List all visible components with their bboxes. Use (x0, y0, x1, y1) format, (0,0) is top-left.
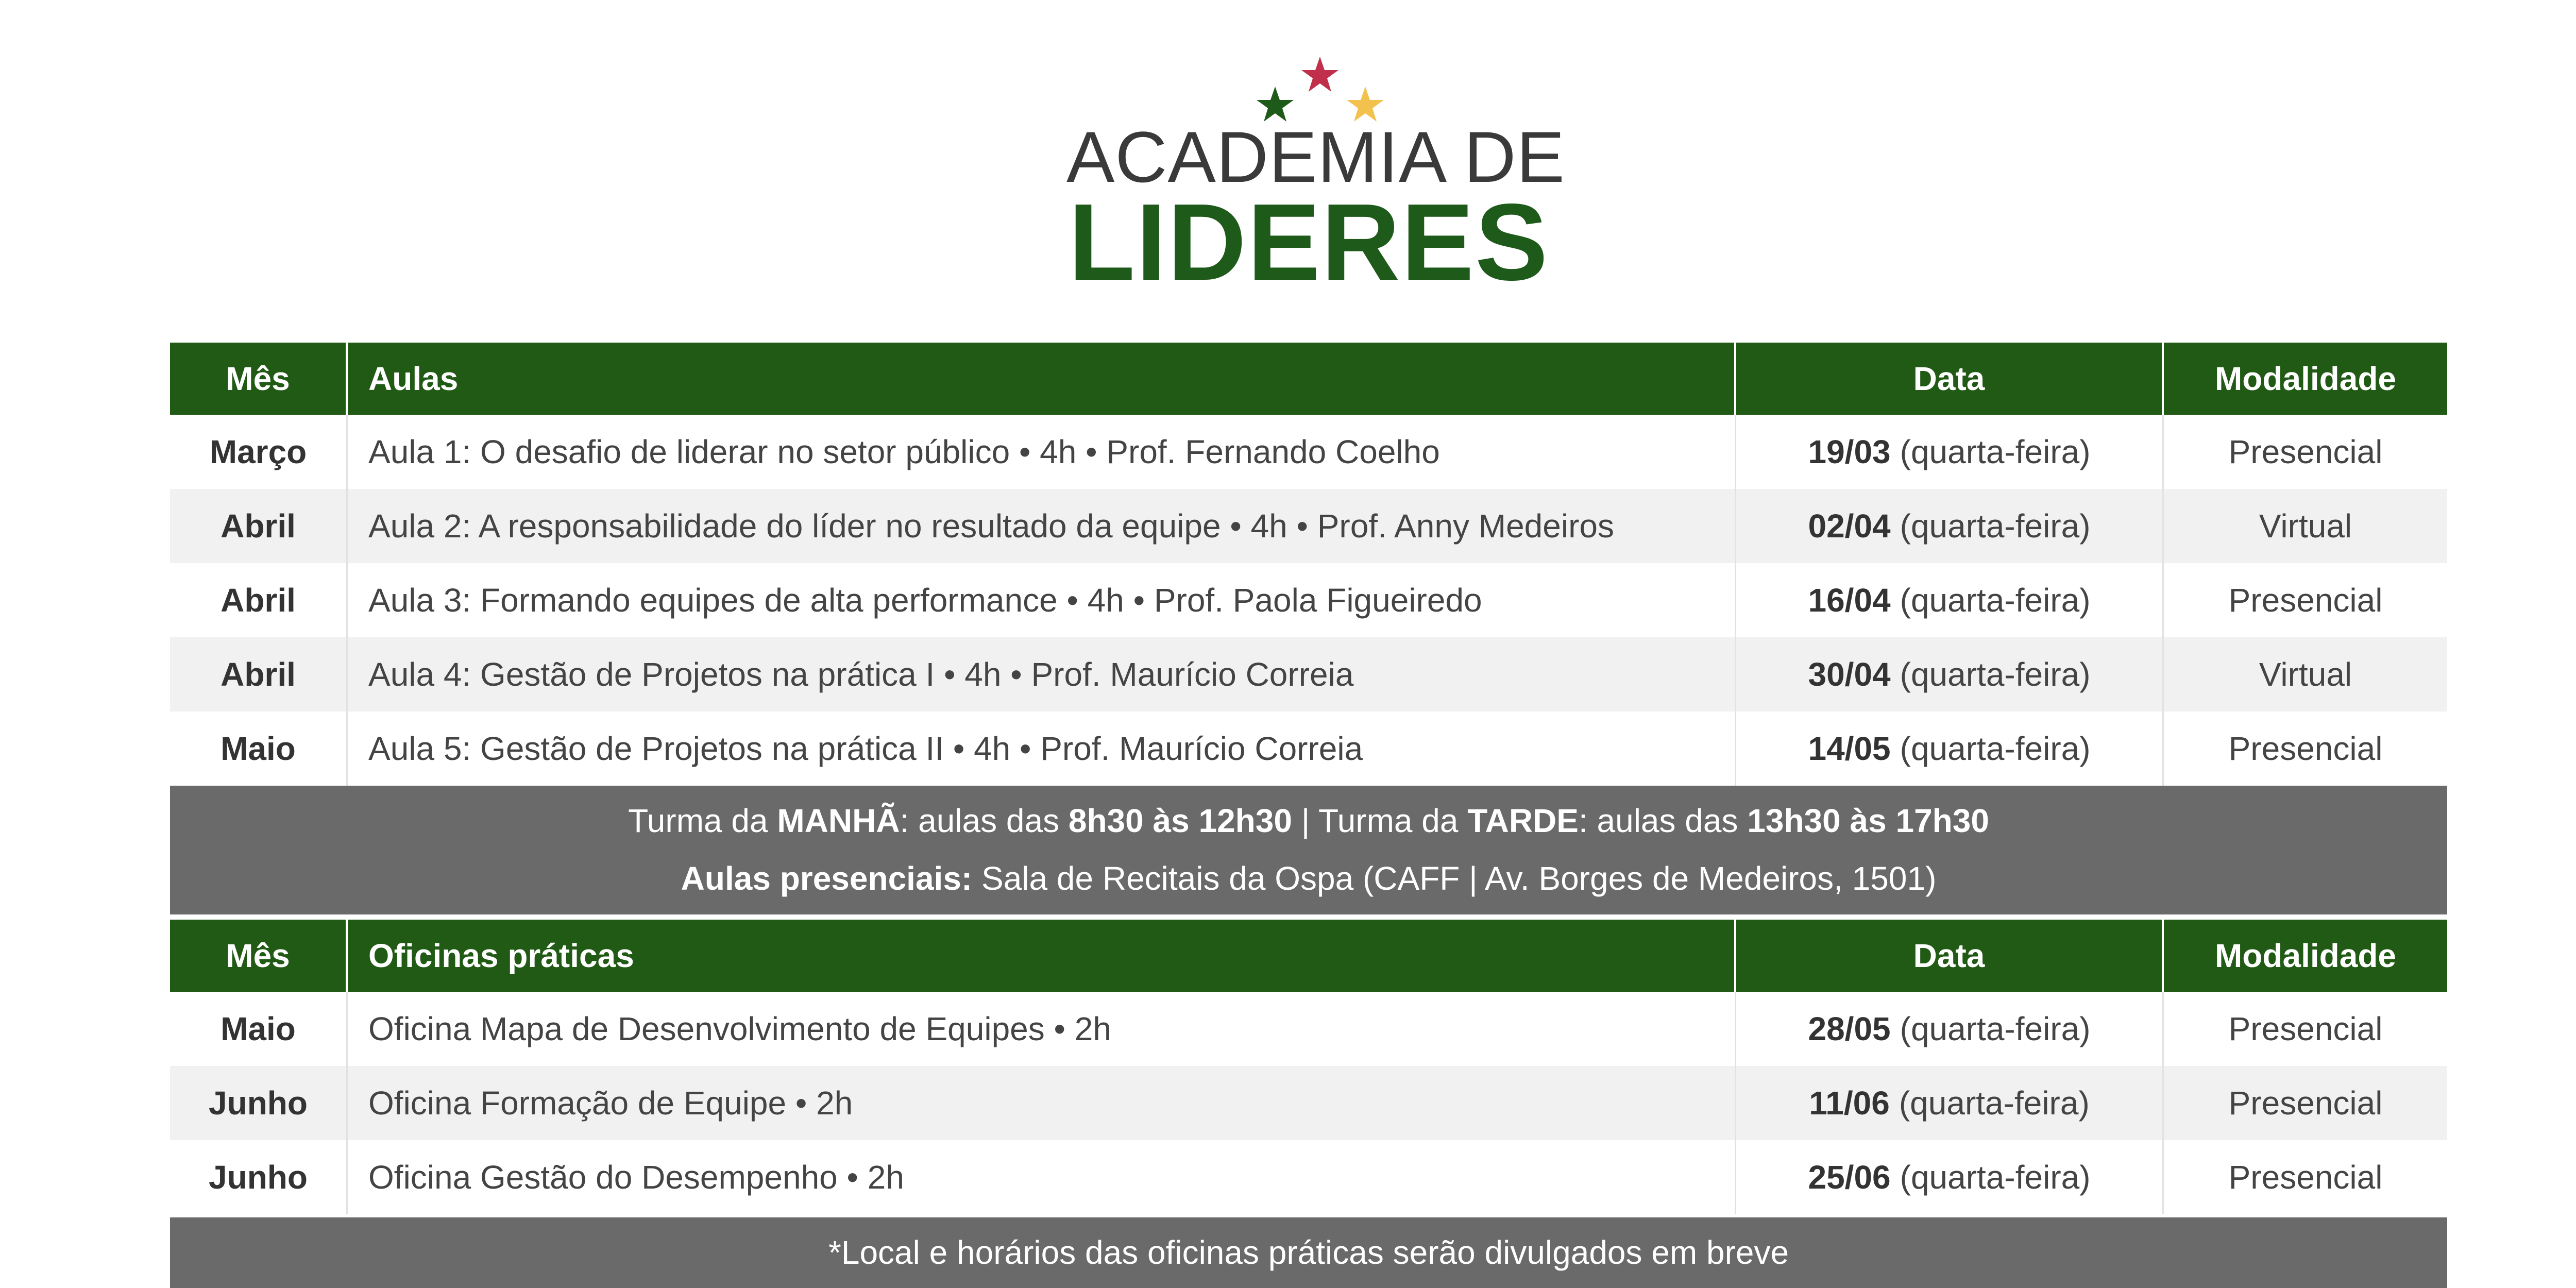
table-row (170, 1140, 2447, 1214)
location-text: Sala de Recitais da Ospa (CAFF | Av. Borges de Medeiros, 1501) (972, 860, 1937, 897)
weekday: (quarta-feira) (1900, 656, 2091, 693)
modality-cell: Presencial (2228, 1084, 2383, 1122)
date-cell (1736, 711, 2164, 786)
footer-note-band (170, 1217, 2447, 1288)
table-row (170, 415, 2447, 489)
date-cell (1736, 637, 2164, 711)
schedule-info-band (170, 786, 2447, 914)
info-text: : aulas das (900, 802, 1069, 839)
info-text: Turma da (628, 802, 777, 839)
modality-cell: Presencial (2228, 1159, 2383, 1196)
month-cell: Junho (170, 1140, 348, 1214)
table-row (170, 1066, 2447, 1140)
header-mes: Mês (170, 343, 348, 415)
date-value: 14/05 (1808, 730, 1891, 767)
weekday: (quarta-feira) (1900, 1010, 2091, 1047)
month-cell: Junho (170, 1066, 348, 1140)
weekday: (quarta-feira) (1900, 730, 2091, 767)
month-cell: Abril (170, 637, 348, 711)
info-tarde: TARDE (1467, 802, 1579, 839)
header-mes: Mês (170, 920, 348, 992)
date-value: 02/04 (1808, 507, 1891, 545)
oficinas-header-row (170, 920, 2447, 992)
info-tarde-hours: 13h30 às 17h30 (1747, 802, 1989, 839)
weekday: (quarta-feira) (1899, 1084, 2090, 1122)
turmas-line (170, 792, 2447, 850)
month-cell: Maio (170, 711, 348, 786)
modality-cell: Presencial (2228, 730, 2383, 767)
class-description: Aula 5: Gestão de Projetos na prática II • 4h • Prof. Maurício Correia (348, 711, 1736, 786)
month-cell: Março (170, 415, 348, 489)
header-data: Data (1736, 920, 2164, 992)
class-description: Aula 2: A responsabilidade do líder no resultado da equipe • 4h • Prof. Anny Medeiros (348, 489, 1736, 563)
table-row (170, 489, 2447, 563)
modality-cell: Presencial (2228, 433, 2383, 470)
info-manha-hours: 8h30 às 12h30 (1068, 802, 1292, 839)
footer-note: *Local e horários das oficinas práticas serão divulgados em breve (828, 1234, 1789, 1271)
date-value: 19/03 (1808, 433, 1891, 470)
date-cell (1736, 489, 2164, 563)
weekday: (quarta-feira) (1900, 507, 2091, 545)
month-cell: Abril (170, 489, 348, 563)
date-value: 30/04 (1808, 656, 1891, 693)
info-text: : aulas das (1578, 802, 1748, 839)
table-row (170, 711, 2447, 786)
modality-cell: Virtual (2259, 656, 2352, 693)
weekday: (quarta-feira) (1900, 433, 2091, 470)
date-cell (1736, 563, 2164, 637)
class-description: Aula 3: Formando equipes de alta performance • 4h • Prof. Paola Figueiredo (348, 563, 1736, 637)
workshop-description: Oficina Mapa de Desenvolvimento de Equipes • 2h (348, 992, 1736, 1066)
logo-line-academia: ACADEMIA DE (1066, 116, 1565, 197)
table-row (170, 563, 2447, 637)
class-description: Aula 4: Gestão de Projetos na prática I • 4h • Prof. Maurício Correia (348, 637, 1736, 711)
weekday: (quarta-feira) (1900, 582, 2091, 619)
oficinas-table (170, 920, 2447, 1214)
modality-cell: Presencial (2228, 1010, 2383, 1047)
month-cell: Maio (170, 992, 348, 1066)
modality-cell: Presencial (2228, 582, 2383, 619)
month-cell: Abril (170, 563, 348, 637)
logo-line-lideres: LIDERES (1068, 181, 1549, 303)
academia-de-lideres-logo (1030, 46, 1587, 303)
modality-cell: Virtual (2259, 507, 2352, 545)
location-line (170, 850, 2447, 907)
date-value: 28/05 (1808, 1010, 1891, 1047)
aulas-header-row (170, 343, 2447, 415)
aulas-table (170, 343, 2447, 786)
date-cell (1736, 1066, 2164, 1140)
workshop-description: Oficina Gestão do Desempenho • 2h (348, 1140, 1736, 1214)
header-data: Data (1736, 343, 2164, 415)
stars-icon (1030, 46, 1587, 124)
date-value: 16/04 (1808, 582, 1891, 619)
class-description: Aula 1: O desafio de liderar no setor público • 4h • Prof. Fernando Coelho (348, 415, 1736, 489)
header-aulas: Aulas (348, 343, 1736, 415)
date-value: 11/06 (1809, 1084, 1890, 1122)
star-red-icon (1301, 57, 1338, 92)
table-row (170, 992, 2447, 1066)
weekday: (quarta-feira) (1900, 1159, 2091, 1196)
header-modalidade: Modalidade (2214, 937, 2397, 974)
info-text: | Turma da (1292, 802, 1468, 839)
date-cell (1736, 992, 2164, 1066)
date-value: 25/06 (1808, 1159, 1891, 1196)
header-oficinas: Oficinas práticas (348, 920, 1736, 992)
workshop-description: Oficina Formação de Equipe • 2h (348, 1066, 1736, 1140)
date-cell (1736, 1140, 2164, 1214)
location-label: Aulas presenciais: (681, 860, 973, 897)
table-row (170, 637, 2447, 711)
header-modalidade: Modalidade (2214, 360, 2397, 397)
info-manha: MANHÃ (777, 802, 900, 839)
date-cell (1736, 415, 2164, 489)
